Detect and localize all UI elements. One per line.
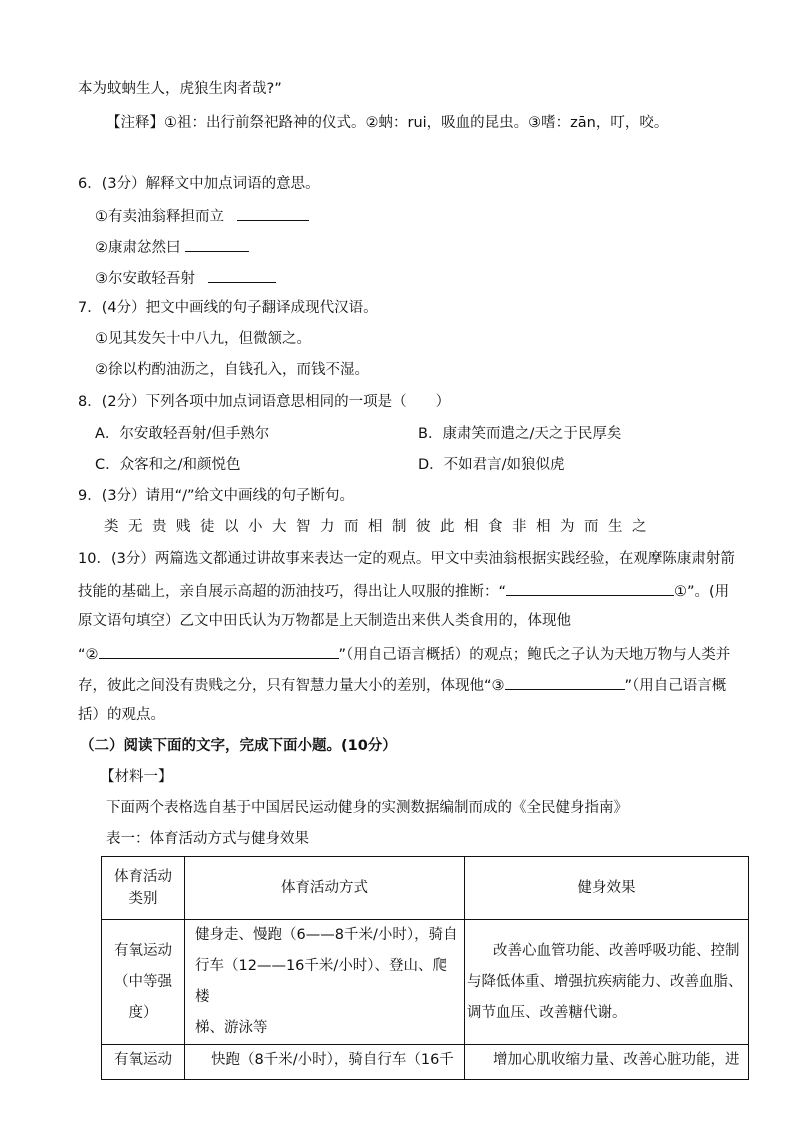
row1-effect-line-3: 调节血压、改善糖代谢。 <box>467 1004 627 1021</box>
q10-line-5-tail: ”（用自己语言概 <box>624 678 727 694</box>
section-heading: （二）阅读下面的文字，完成下面小题。(10分） <box>80 738 397 754</box>
header-activity: 体育活动方式 <box>185 857 465 920</box>
row1-activity-line-3: 梯、游泳等 <box>195 1020 268 1036</box>
q6-item-1-text: ①有卖油翁释担而立 <box>95 209 224 225</box>
annotation-note: 【注释】①祖：出行前祭祀路神的仪式。②蚋：rui，吸血的昆虫。③嗜：zān，叮，咬。 <box>106 115 669 131</box>
table-row <box>102 920 749 1045</box>
q9-sentence: 类无贵贱徒以小大智力而相制彼此相食非相为而生之 <box>104 519 656 535</box>
header-category-line-2: 类别 <box>128 891 158 907</box>
fitness-table <box>101 856 749 1080</box>
q10-line-4-text: ”（用自己语言概括）的观点；鲍氏之子认为天地万物与人类并 <box>338 647 731 663</box>
q6-item-3 <box>95 267 276 289</box>
row1-category-line-3: 度） <box>128 1004 158 1021</box>
q6-item-2-text: ②康肃忿然曰 <box>95 240 181 256</box>
q10-line-5-text: 存，彼此之间没有贵贱之分，只有智慧力量大小的差别，体现他“③ <box>78 678 505 694</box>
q6-item-2 <box>95 236 249 258</box>
row1-category <box>102 920 185 1045</box>
row1-activity-line-1: 健身走、慢跑（6——8千米/小时），骑自 <box>195 927 458 943</box>
row1-category-line-1: 有氧运动 <box>114 942 172 959</box>
q6-stem: 6．(3分）解释文中加点词语的意思。 <box>78 176 320 192</box>
row2-activity: 快跑（8千米/小时），骑自行车（16千 <box>185 1045 465 1080</box>
q8-option-b: B．康肃笑而遣之/天之于民厚矣 <box>418 426 622 442</box>
q6-blank-1[interactable] <box>237 205 309 221</box>
row1-effect <box>465 920 749 1045</box>
row1-activity-line-2: 行车（12——16千米/小时）、登山、爬楼 <box>195 958 448 1005</box>
q6-item-3-text: ③尔安敢轻吾射 <box>95 271 195 287</box>
q10-line-4-head: “② <box>78 647 99 663</box>
table-header-row <box>102 857 749 920</box>
header-category-line-1: 体育活动 <box>114 869 172 885</box>
q8-stem: 8．(2分）下列各项中加点词语意思相同的一项是（ ） <box>78 394 451 410</box>
row2-effect: 增加心肌收缩力量、改善心脏功能，进 <box>465 1045 749 1080</box>
header-category <box>102 857 185 920</box>
q10-blank-1[interactable] <box>506 580 674 596</box>
q10-line-3: 原文语句填空）乙文中田氏认为万物都是上天制造出来供人类食用的，体现他 <box>78 613 571 629</box>
table-title: 表一：体育活动方式与健身效果 <box>106 831 309 847</box>
q8-option-a: A．尔安敢轻吾射/但手熟尔 <box>95 426 270 442</box>
row1-activity <box>185 920 465 1045</box>
row2-category: 有氧运动 <box>102 1045 185 1080</box>
row1-effect-line-2: 与降低体重、增强抗疾病能力、改善血脂、 <box>467 973 743 990</box>
q10-line-2-tail: ①”。(用 <box>674 584 730 600</box>
table-row <box>102 1045 749 1080</box>
material-intro: 下面两个表格选自基于中国居民运动健身的实测数据编制而成的《全民健身指南》 <box>106 800 628 816</box>
q8-option-c: C．众客和之/和颜悦色 <box>95 457 241 473</box>
q7-stem: 7．(4分）把文中画线的句子翻译成现代汉语。 <box>78 300 378 316</box>
q6-blank-2[interactable] <box>185 236 249 252</box>
q6-item-1 <box>95 205 309 227</box>
q10-line-2 <box>78 580 729 602</box>
q10-blank-2[interactable] <box>99 643 339 659</box>
q10-blank-3[interactable] <box>505 674 625 690</box>
q10-line-6: 括）的观点。 <box>78 707 165 723</box>
row1-category-line-2: （中等强 <box>114 973 172 990</box>
q10-line-1: 10．(3分）两篇选文都通过讲故事来表达一定的观点。甲文中卖油翁根据实践经验，在观摩陈康肃射箭 <box>78 551 735 567</box>
passage-last-line: 本为蚊蚋生人，虎狼生肉者哉?” <box>78 81 282 97</box>
q10-line-2-text: 技能的基础上，亲自展示高超的沥油技巧，得出让人叹服的推断：“ <box>78 584 507 600</box>
q10-line-5 <box>78 674 726 696</box>
q10-line-4 <box>78 643 730 665</box>
q9-stem: 9．(3分）请用“/”给文中画线的句子断句。 <box>78 488 355 504</box>
material-label: 【材料一】 <box>100 769 173 785</box>
q8-option-d: D．不如君言/如狼似虎 <box>418 457 565 473</box>
q7-item-1: ①见其发矢十中八九，但微颔之。 <box>95 331 311 347</box>
q7-item-2: ②徐以杓酌油沥之，自钱孔入，而钱不湿。 <box>95 362 369 378</box>
q6-blank-3[interactable] <box>208 267 276 283</box>
header-effect: 健身效果 <box>465 857 749 920</box>
row1-effect-line-1: 改善心血管功能、改善呼吸功能、控制 <box>493 942 740 959</box>
